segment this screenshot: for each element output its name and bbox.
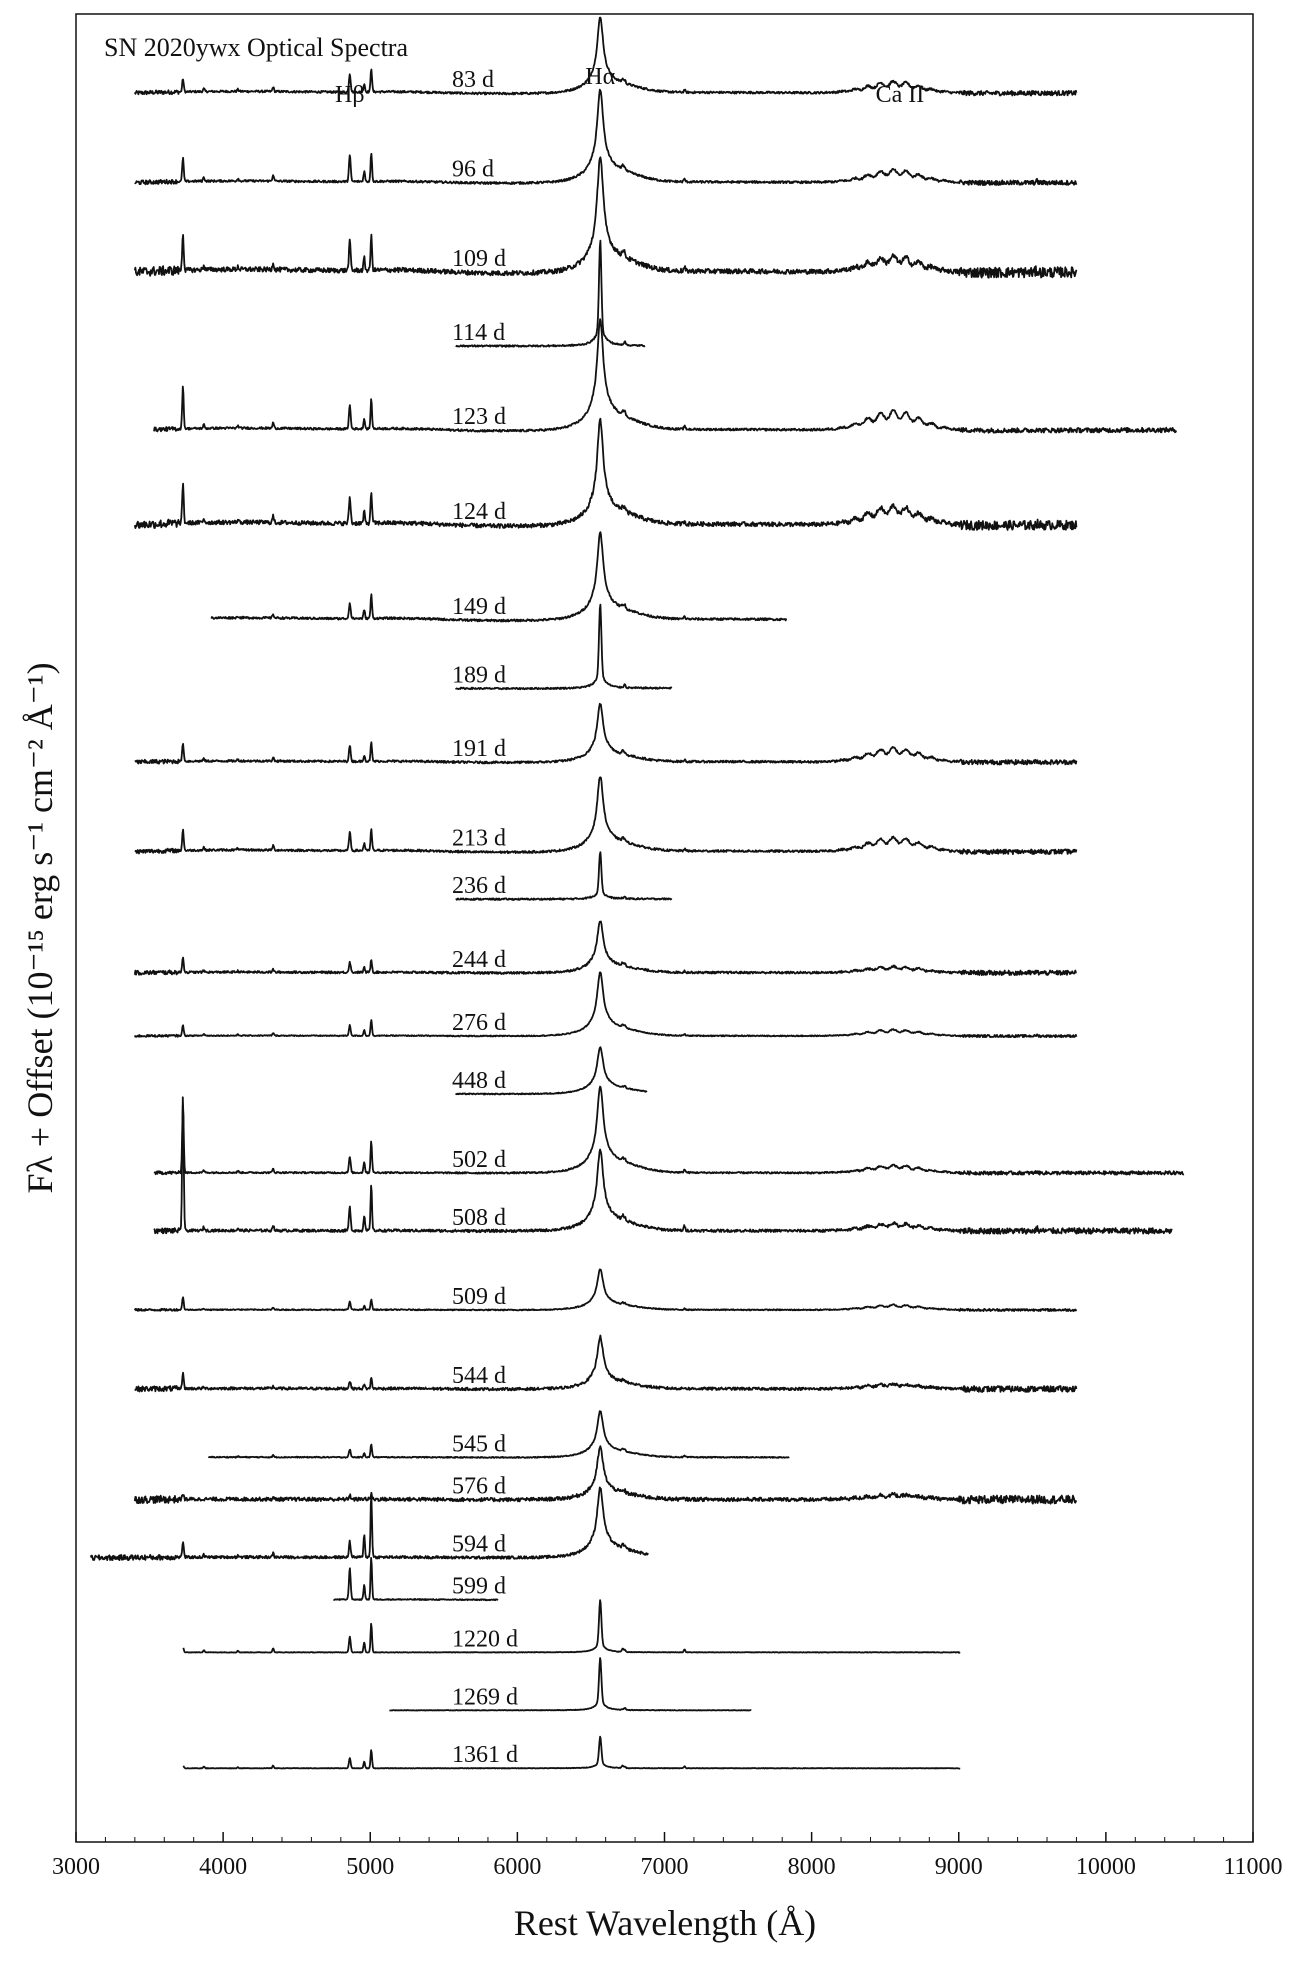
epoch-label: 594 d [452, 1531, 506, 1558]
spectrum-1220d [183, 1600, 960, 1653]
x-axis [52, 1832, 1283, 1880]
spectrum-213d [135, 777, 1077, 854]
x-tick-label: 4000 [199, 1854, 248, 1880]
epoch-label: 1269 d [452, 1684, 518, 1711]
x-tick-label: 9000 [934, 1854, 983, 1880]
epoch-label: 123 d [452, 404, 506, 431]
line-annotation: Hβ [335, 82, 365, 108]
epoch-label: 276 d [452, 1009, 506, 1036]
epoch-label: 236 d [452, 873, 506, 900]
x-tick-label: 5000 [346, 1854, 395, 1880]
epoch-label: 509 d [452, 1283, 506, 1310]
epoch-label: 83 d [452, 67, 494, 94]
epoch-label: 124 d [452, 498, 506, 525]
epoch-label: 1220 d [452, 1626, 518, 1653]
spectrum-191d [135, 704, 1077, 765]
epoch-label: 1361 d [452, 1742, 518, 1769]
spectra-layer [91, 18, 1184, 1769]
spectrum-502d [154, 1087, 1184, 1175]
spectrum-244d [135, 922, 1077, 976]
spectrum-1269d [389, 1658, 751, 1711]
epoch-label: 502 d [452, 1146, 506, 1173]
spectrum-276d [135, 972, 1077, 1037]
x-tick-label: 7000 [640, 1854, 689, 1880]
epoch-label: 191 d [452, 736, 506, 763]
spectrum-544d [135, 1336, 1077, 1392]
line-annotation: Ca II [875, 82, 925, 108]
epoch-label: 448 d [452, 1067, 506, 1094]
epoch-label: 545 d [452, 1431, 506, 1458]
x-tick-label: 8000 [787, 1854, 836, 1880]
epoch-label: 244 d [452, 946, 506, 973]
spectrum-96d [135, 90, 1077, 185]
epoch-label: 109 d [452, 246, 506, 273]
epoch-label: 96 d [452, 156, 494, 183]
spectrum-509d [135, 1269, 1077, 1311]
spectrum-508d [154, 1097, 1172, 1234]
x-tick-label: 11000 [1223, 1854, 1283, 1880]
epoch-label: 508 d [452, 1204, 506, 1231]
labels-layer [335, 64, 924, 1768]
line-annotation: Hα [585, 64, 616, 90]
x-tick-label: 10000 [1075, 1854, 1136, 1880]
epoch-label: 189 d [452, 662, 506, 689]
chart-title: SN 2020ywx Optical Spectra [104, 33, 409, 62]
plot-frame [76, 14, 1253, 1842]
epoch-label: 114 d [452, 319, 506, 346]
x-tick-label: 3000 [52, 1854, 100, 1880]
epoch-label: 599 d [452, 1573, 506, 1600]
spectrum-576d [135, 1446, 1077, 1504]
spectrum-1361d [183, 1737, 960, 1769]
y-axis-label: Fλ + Offset (10⁻¹⁵ erg s⁻¹ cm⁻² Å⁻¹) [20, 662, 60, 1194]
epoch-label: 544 d [452, 1362, 506, 1389]
x-axis-label: Rest Wavelength (Å) [513, 1903, 817, 1943]
x-tick-label: 6000 [493, 1854, 542, 1880]
spectrum-124d [135, 419, 1077, 530]
spectrum-109d [135, 157, 1077, 277]
spectrum-123d [154, 319, 1176, 433]
epoch-label: 213 d [452, 825, 506, 852]
epoch-label: 576 d [452, 1473, 506, 1500]
epoch-label: 149 d [452, 593, 506, 620]
